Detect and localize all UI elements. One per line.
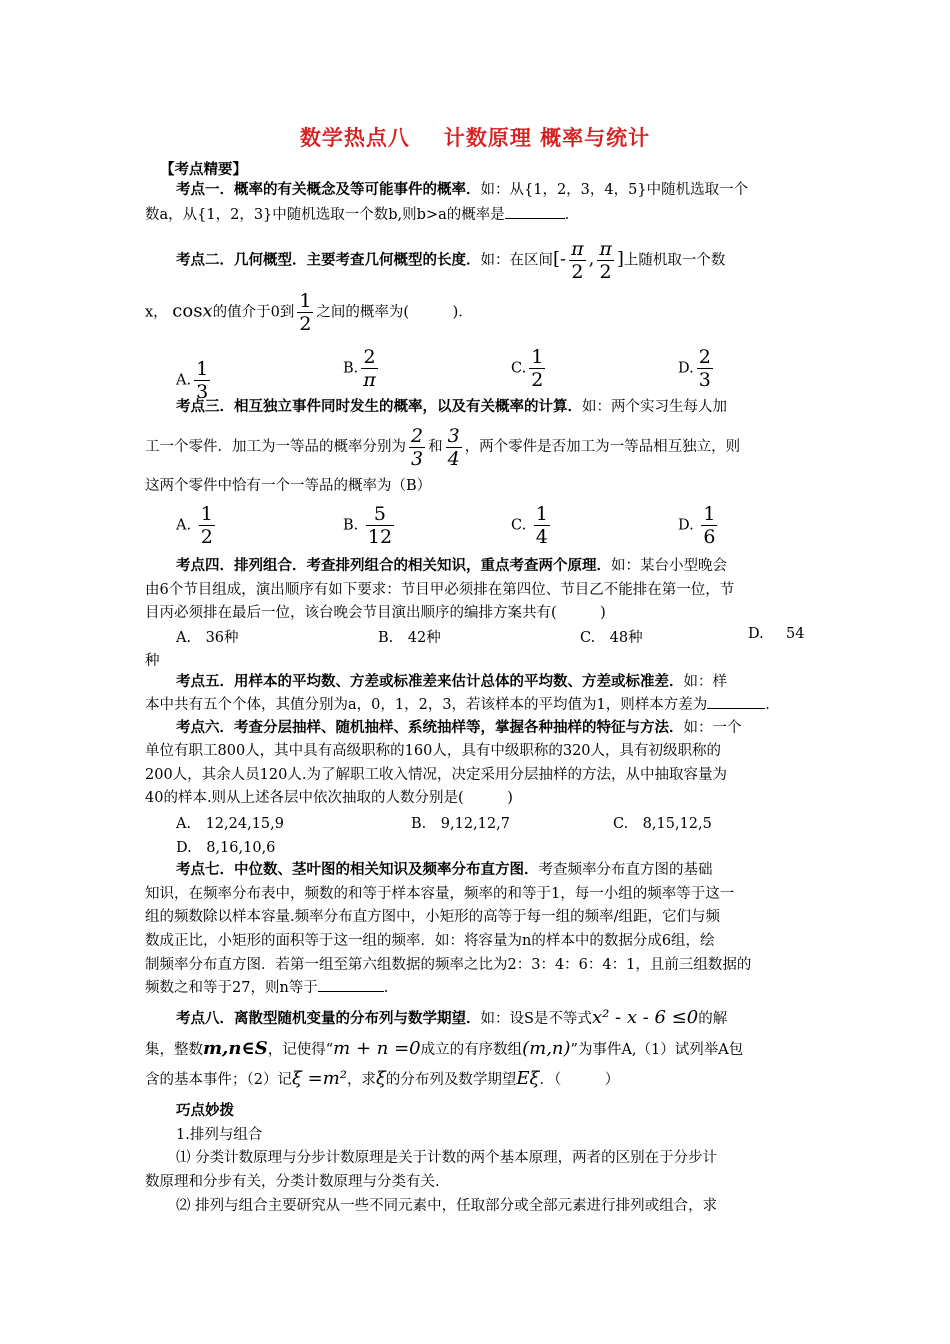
tips-para1-line2: 数原理和分步有关，分类计数原理与分类有关. [145, 1174, 440, 1190]
k2-line2: x， cosx的值介于0到 $\frac{1}{2}$ 之间的概率为( )． [145, 290, 473, 335]
answer-blank [707, 708, 765, 709]
k6-heading: 考点六．考查分层抽样、随机抽样、系统抽样等，掌握各种抽样的特征与方法． [176, 720, 684, 736]
k6-option-c: C. 8,15,12,5 [613, 816, 712, 832]
k5-line2: 本中共有五个个体，其值分别为a，0，1，2，3，若该样本的平均值为1，则样本方差为 ． [145, 697, 780, 713]
k7-line3: 组的频数除以样本容量.频率分布直方图中，小矩形的高等于每一组的频率/组距，它们与频 [145, 909, 720, 925]
k8-line2: 集，整数m,n∈S，记使得“m + n =0成立的有序数组(m,n)”为事件A,（1）试列举A包 [145, 1038, 744, 1059]
k2-option-c: C. $\frac{1}{2}$ [511, 346, 544, 391]
k7-line5: 制频率分布直方图．若第一组至第六组数据的频率之比为2：3：4：6：4：1，且前三组数据的 [145, 957, 752, 973]
k6-line4: 40的样本.则从上述各层中依次抽取的人数分别是( ) [145, 790, 513, 806]
k5-line1: 考点五．用样本的平均数、方差或标准差来估计总体的平均数、方差或标准差．如：样 [176, 674, 727, 690]
k7-heading: 考点七．中位数、茎叶图的相关知识及频率分布直方图． [176, 862, 539, 878]
tips-para2-line1: ⑵ 排列与组合主要研究从一些不同元素中，任取部分或全部元素进行排列或组合，求 [176, 1198, 718, 1214]
k6-line1: 考点六．考查分层抽样、随机抽样、系统抽样等，掌握各种抽样的特征与方法．如：一个 [176, 720, 742, 736]
k3-heading: 考点三．相互独立事件同时发生的概率，以及有关概率的计算． [176, 399, 582, 415]
k4-line2: 由6个节目组成，演出顺序有如下要求：节目甲必须排在第四位、节目乙不能排在第一位，节 [145, 582, 735, 598]
k3-line1: 考点三．相互独立事件同时发生的概率，以及有关概率的计算．如：两个实习生每人加 [176, 399, 727, 415]
title-part-a: 数学热点八 [299, 126, 410, 150]
k4-option-d-value: 54 [786, 626, 805, 642]
fraction: $\frac{1}{2}$ [299, 290, 312, 335]
k6-option-a: A. 12,24,15,9 [176, 816, 284, 832]
fraction: $\frac{\pi}{2}$ [599, 238, 612, 283]
k2-option-b: B. $\frac{2}{\pi}$ [343, 346, 376, 391]
k4-line3: 目丙必须排在最后一位，该台晚会节目演出顺序的编排方案共有( ) [145, 605, 606, 621]
k3-option-c: C. $\frac{1}{4}$ [511, 503, 548, 548]
k4-heading: 考点四．排列组合．考查排列组合的相关知识，重点考查两个原理． [176, 558, 611, 574]
k8-line1: 考点八．离散型随机变量的分布列与数学期望．如：设S是不等式x² - x - 6 ≤0的解 [176, 1007, 728, 1028]
k4-option-c: C. 48种 [580, 630, 643, 646]
section-header: 【考点精要】 [160, 162, 247, 178]
k7-line4: 数成正比，小矩形的面积等于这一组的频率．如：将容量为n的样本中的数据分成6组，绘 [145, 933, 715, 949]
fraction: $\frac{2}{3}$ [411, 424, 424, 470]
k3-option-b: B. $\frac{5}{12}$ [343, 503, 393, 548]
k2-option-d: D. $\frac{2}{3}$ [678, 346, 711, 391]
page-title [0, 122, 950, 152]
fraction: $\frac{\pi}{2}$ [571, 238, 584, 283]
k3-line3: 这两个零件中恰有一个一等品的概率为（B） [145, 478, 432, 494]
tips-para1-line1: ⑴ 分类计数原理与分步计数原理是关于计数的两个基本原理，两者的区别在于分步计 [176, 1150, 718, 1166]
fraction: $\frac{3}{4}$ [447, 424, 460, 470]
k6-option-d: D. 8,16,10,6 [176, 840, 276, 856]
tips-subheading: 1.排列与组合 [176, 1127, 263, 1143]
k4-line1: 考点四．排列组合．考查排列组合的相关知识，重点考查两个原理．如：某台小型晚会 [176, 558, 727, 574]
k4-option-a: A. 36种 [176, 630, 239, 646]
k7-line2: 知识，在频率分布表中，频数的和等于样本容量，频率的和等于1，每一小组的频率等于这一 [145, 886, 735, 902]
k1-heading: 考点一．概率的有关概念及等可能事件的概率． [176, 182, 481, 198]
k1-line1: 考点一．概率的有关概念及等可能事件的概率．如：从{1，2，3，4，5}中随机选取一个 [176, 182, 749, 198]
k1-line2: 数a，从{1，2，3}中随机选取一个数b,则b>a的概率是 ． [145, 207, 580, 223]
k3-line2: 工一个零件．加工为一等品的概率分别为 $\frac{2}{3}$ 和 $\frac{3}{4}$ ，两个零件是否加工为一等品相互独立，则 [145, 424, 741, 470]
k5-heading: 考点五．用样本的平均数、方差或标准差来估计总体的平均数、方差或标准差． [176, 674, 684, 690]
k4-option-b: B. 42种 [378, 630, 441, 646]
title-part-b: 计数原理 概率与统计 [443, 126, 651, 150]
answer-blank [318, 991, 384, 992]
k4-option-d: D. [748, 626, 764, 642]
k8-line3: 含的基本事件；（2）记ξ =m²，求ξ的分布列及数学期望Eξ．（ ） [145, 1068, 620, 1089]
tips-heading: 巧点妙拨 [176, 1103, 234, 1119]
k6-option-b: B. 9,12,12,7 [411, 816, 510, 832]
k2-option-a: A. $\frac{1}{3}$ [176, 358, 209, 403]
k4-option-d-unit: 种 [145, 653, 160, 669]
k8-heading: 考点八．离散型随机变量的分布列与数学期望． [176, 1011, 481, 1027]
k3-option-d: D. $\frac{1}{6}$ [678, 503, 716, 548]
k2-line1: 考点二．几何概型．主要考查几何概型的长度．如：在区间[- $\frac{\pi}{2}$ , $\frac{\pi}{2}$ ]上随机取一个数 [176, 238, 726, 283]
k6-line3: 200人，其余人员120人.为了解职工收入情况，决定采用分层抽样的方法，从中抽取容量为 [145, 767, 727, 783]
k3-option-a: A. $\frac{1}{2}$ [176, 503, 213, 548]
k7-line6: 频数之和等于27，则n等于 . [145, 980, 389, 996]
k2-heading: 考点二．几何概型．主要考查几何概型的长度． [176, 252, 481, 269]
answer-blank [505, 218, 565, 219]
k6-line2: 单位有职工800人，其中具有高级职称的160人，具有中级职称的320人，具有初级职称的 [145, 743, 722, 759]
k7-line1: 考点七．中位数、茎叶图的相关知识及频率分布直方图．考查频率分布直方图的基础 [176, 862, 713, 878]
